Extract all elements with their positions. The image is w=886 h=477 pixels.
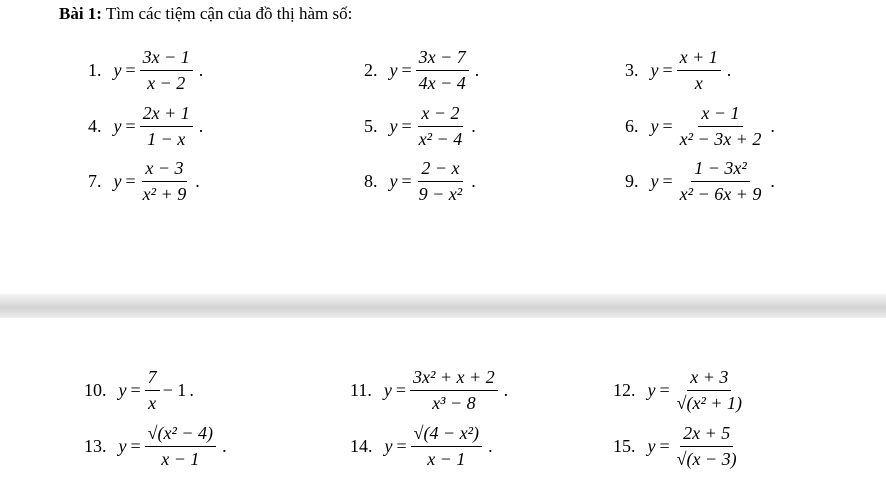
end-period: .: [503, 380, 509, 400]
end-period: .: [189, 380, 194, 400]
problem-4: [88, 103, 203, 150]
denominator: x − 2: [147, 73, 186, 93]
numerator: x − 3: [142, 158, 186, 182]
fraction: [411, 423, 482, 470]
function-variable: y: [389, 171, 398, 191]
problem-7: [88, 158, 200, 205]
problem-1: [88, 47, 203, 94]
fraction: [416, 103, 466, 150]
end-period: .: [726, 60, 732, 80]
denominator: x: [148, 393, 157, 413]
problem-number: 3.: [625, 60, 639, 80]
denominator: x² + 9: [142, 184, 187, 204]
exercise-instruction: Tìm các tiệm cận của đồ thị hàm số:: [101, 4, 353, 23]
end-period: .: [198, 116, 204, 136]
end-period: .: [770, 116, 775, 136]
equals-sign: =: [662, 60, 673, 80]
denominator: x² − 6x + 9: [679, 184, 762, 204]
function-variable: y: [389, 116, 398, 136]
end-period: .: [471, 171, 476, 191]
numerator: √(4 − x²): [411, 423, 482, 447]
problem-6: [625, 103, 775, 150]
equals-sign: =: [401, 171, 412, 191]
numerator: 3x² + x + 2: [410, 367, 498, 391]
numerator: 2x + 1: [140, 103, 193, 127]
problem-number: 2.: [364, 60, 378, 80]
problem-5: [364, 103, 476, 150]
fraction: [674, 367, 745, 414]
function-variable: y: [647, 380, 656, 400]
denominator: x² − 3x + 2: [679, 129, 762, 149]
function-variable: y: [113, 116, 122, 136]
problem-12: [613, 367, 751, 414]
numerator: x + 1: [677, 47, 721, 71]
fraction: [677, 47, 721, 94]
denominator: x: [694, 73, 703, 93]
denominator: 4x − 4: [418, 73, 466, 93]
end-period: .: [488, 436, 493, 456]
fraction: [140, 158, 190, 205]
problem-number: 1.: [88, 60, 102, 80]
exercise-title: [59, 4, 352, 24]
equals-sign: =: [125, 171, 136, 191]
numerator: x − 2: [418, 103, 462, 127]
problem-8: [364, 158, 476, 205]
end-period: .: [198, 60, 204, 80]
fraction: [145, 423, 216, 470]
equals-sign: =: [395, 380, 406, 400]
equals-sign: =: [396, 436, 407, 456]
equals-sign: =: [662, 171, 673, 191]
equals-sign: =: [401, 116, 412, 136]
problem-number: 12.: [613, 380, 636, 400]
equals-sign: =: [130, 380, 141, 400]
problem-number: 4.: [88, 116, 102, 136]
fraction: [677, 103, 765, 150]
function-variable: y: [384, 436, 393, 456]
numerator: 3x − 7: [416, 47, 469, 71]
denominator: x − 1: [161, 449, 200, 469]
function-variable: y: [118, 380, 127, 400]
problem-14: [350, 423, 493, 470]
function-variable: y: [383, 380, 392, 400]
end-period: .: [471, 116, 476, 136]
problem-number: 15.: [613, 436, 636, 456]
problem-11: [350, 367, 508, 414]
end-period: .: [222, 436, 227, 456]
equals-sign: =: [659, 380, 670, 400]
fraction: [416, 47, 469, 94]
equals-sign: =: [662, 116, 673, 136]
denominator: x² − 4: [418, 129, 463, 149]
equals-sign: =: [659, 436, 670, 456]
function-variable: y: [650, 116, 659, 136]
end-period: .: [474, 60, 480, 80]
numerator: 3x − 1: [140, 47, 193, 71]
denominator: x − 1: [427, 449, 466, 469]
problem-number: 6.: [625, 116, 639, 136]
fraction: [416, 158, 466, 205]
fraction: [140, 103, 193, 150]
denominator: 9 − x²: [418, 184, 463, 204]
denominator: √(x − 3): [676, 449, 737, 469]
problem-number: 11.: [350, 380, 372, 400]
function-variable: y: [647, 436, 656, 456]
problem-3: [625, 47, 731, 94]
problem-15: [613, 423, 746, 470]
problem-number: 5.: [364, 116, 378, 136]
function-variable: y: [113, 60, 122, 80]
problem-9: [625, 158, 775, 205]
function-variable: y: [650, 60, 659, 80]
denominator: x³ − 8: [432, 393, 476, 413]
exercise-label: Bài 1:: [59, 4, 102, 23]
problem-number: 9.: [625, 171, 639, 191]
end-period: .: [770, 171, 775, 191]
numerator: 7: [145, 367, 160, 391]
numerator: √(x² − 4): [145, 423, 216, 447]
numerator: 1 − 3x²: [691, 158, 750, 182]
problem-number: 8.: [364, 171, 378, 191]
end-period: .: [195, 171, 200, 191]
numerator: 2x + 5: [680, 423, 733, 447]
fraction: [677, 158, 765, 205]
problem-13: [84, 423, 227, 470]
function-variable: y: [650, 171, 659, 191]
numerator: x − 1: [698, 103, 742, 127]
problem-number: 13.: [84, 436, 107, 456]
fraction: [140, 47, 193, 94]
problem-number: 14.: [350, 436, 373, 456]
equals-sign: =: [401, 60, 412, 80]
page-separator: [0, 294, 886, 318]
extra-term: − 1: [162, 380, 187, 400]
equals-sign: =: [130, 436, 141, 456]
equals-sign: =: [125, 116, 136, 136]
problem-number: 7.: [88, 171, 102, 191]
function-variable: y: [389, 60, 398, 80]
denominator: √(x² + 1): [676, 393, 743, 413]
fraction: [674, 423, 740, 470]
problem-2: [364, 47, 479, 94]
problem-number: 10.: [84, 380, 107, 400]
fraction: [145, 367, 160, 414]
fraction: [410, 367, 498, 414]
numerator: x + 3: [687, 367, 731, 391]
function-variable: y: [118, 436, 127, 456]
equals-sign: =: [125, 60, 136, 80]
function-variable: y: [113, 171, 122, 191]
numerator: 2 − x: [418, 158, 462, 182]
denominator: 1 − x: [147, 129, 186, 149]
problem-10: [84, 367, 194, 414]
